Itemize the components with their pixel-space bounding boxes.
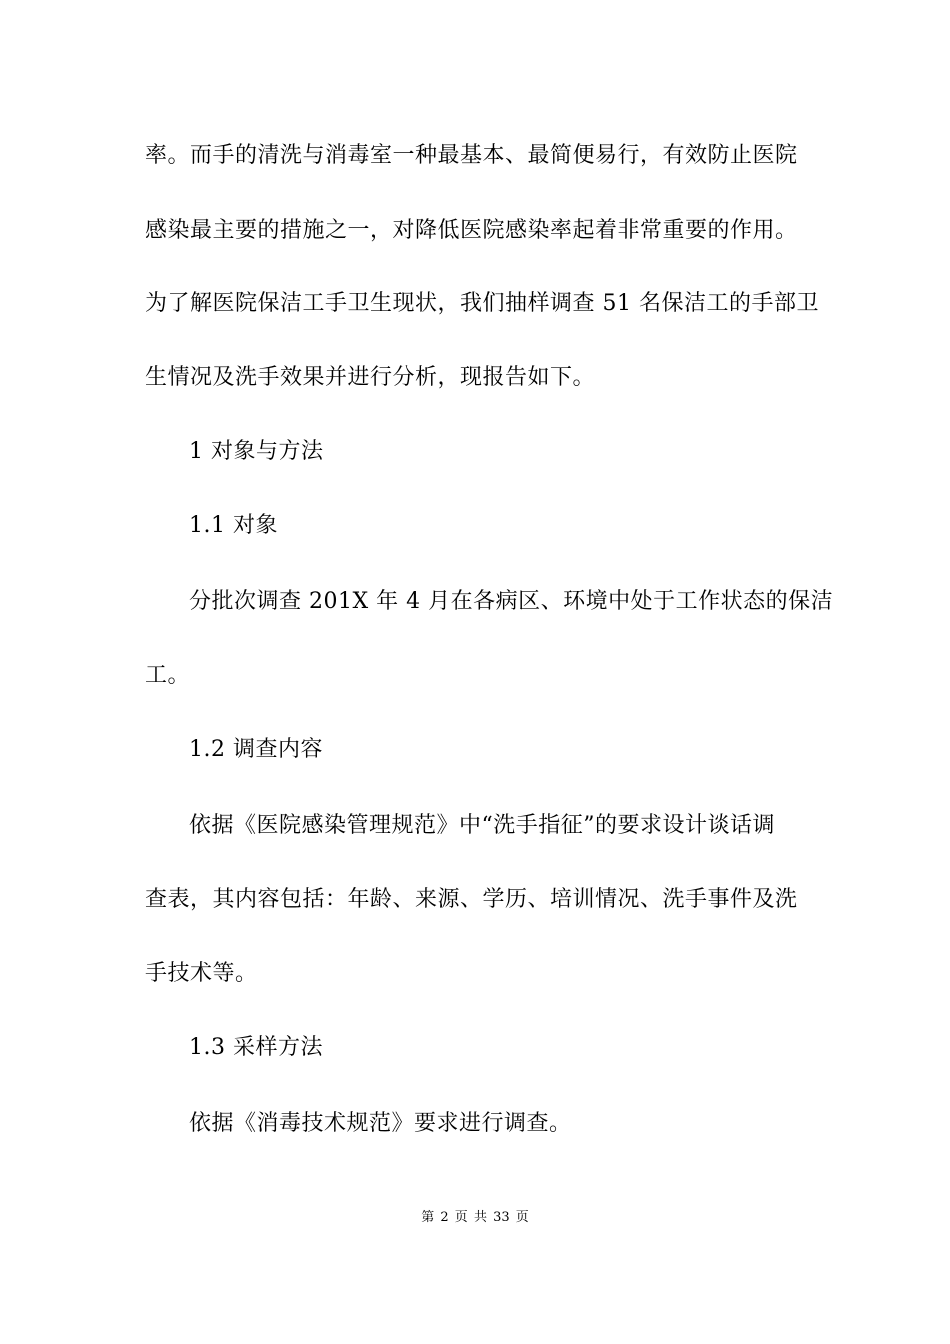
body-text-line: 为了解医院保洁工手卫生现状，我们抽样调查 51 名保洁工的手部卫 <box>145 291 819 316</box>
body-text-line: 率。而手的清洗与消毒室一种最基本、最简便易行，有效防止医院 <box>145 143 798 168</box>
page-footer <box>0 1208 950 1228</box>
body-text-line: 感染最主要的措施之一，对降低医院感染率起着非常重要的作用。 <box>145 218 798 243</box>
footer-suffix: 页 <box>515 1210 529 1225</box>
footer-prefix: 第 <box>421 1210 435 1225</box>
subsection-heading: 1.3 采样方法 <box>189 1035 323 1060</box>
body-text-line: 手技术等。 <box>145 961 258 986</box>
footer-total-word: 共 <box>473 1210 487 1225</box>
body-text-line: 生情况及洗手效果并进行分析，现报告如下。 <box>145 365 596 390</box>
subsection-heading: 1.2 调查内容 <box>189 737 323 762</box>
footer-page-word: 页 <box>454 1210 468 1225</box>
body-text-line: 查表，其内容包括：年龄、来源、学历、培训情况、洗手事件及洗 <box>145 887 798 912</box>
body-text-line: 依据《消毒技术规范》要求进行调查。 <box>189 1111 572 1136</box>
section-heading: 1 对象与方法 <box>189 439 324 464</box>
body-text-line: 分批次调查 201X 年 4 月在各病区、环境中处于工作状态的保洁 <box>189 589 834 614</box>
footer-total-pages: 33 <box>493 1210 510 1225</box>
body-text-line: 依据《医院感染管理规范》中“洗手指征”的要求设计谈话调 <box>189 813 775 838</box>
footer-current-page: 2 <box>440 1210 449 1225</box>
body-text-line: 工。 <box>145 663 191 688</box>
subsection-heading: 1.1 对象 <box>189 513 278 538</box>
